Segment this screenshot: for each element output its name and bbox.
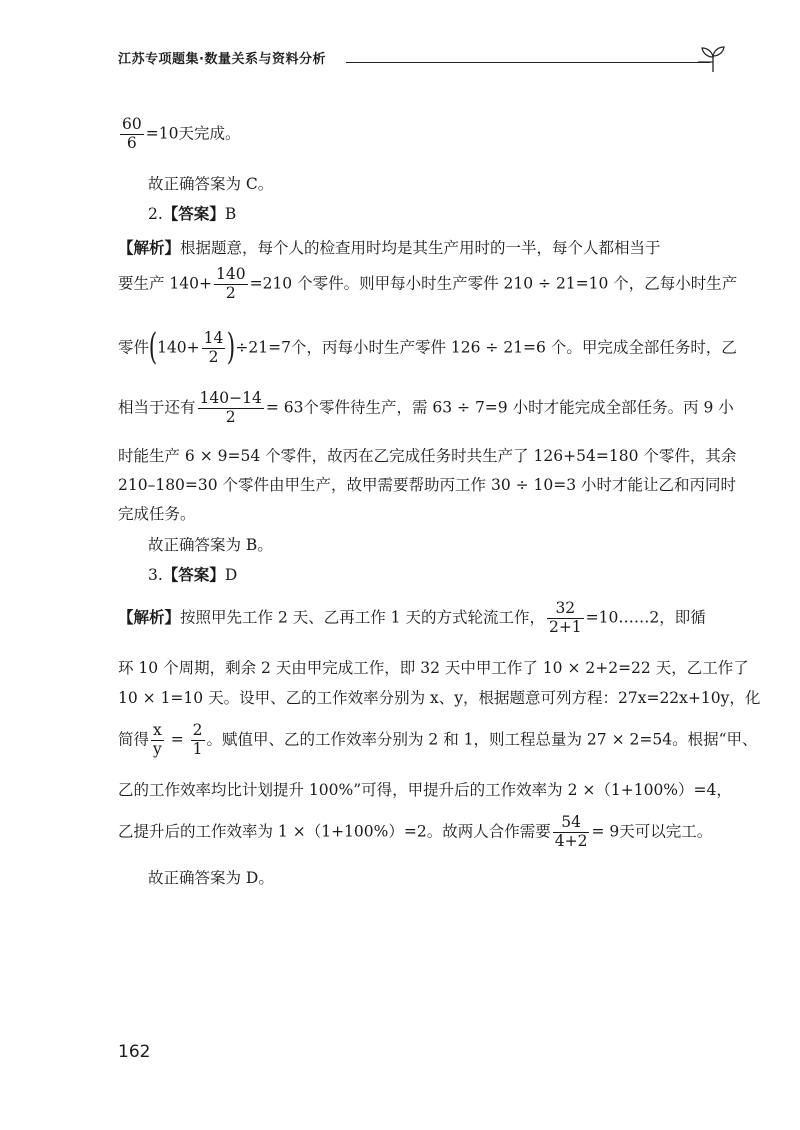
fraction: $\frac{54}{4+2}$ [554,813,588,850]
header-rule [346,62,710,63]
answer-3: 3.【答案】D [148,565,238,584]
analysis-3-line-5: 乙的工作效率均比计划提升 100%”可得，甲提升后的工作效率为 2 ×（1+100%）=4， [118,781,732,799]
analysis-3-line-2: 环 10 个周期，剩余 2 天由甲完成工作，即 32 天中甲工作了 10 × 2+2=22 天，乙工作了 [118,659,749,677]
running-header [118,44,728,74]
header-title: 江苏专项题集·数量关系与资料分析 [118,52,326,67]
analysis-2-line-6: 210–180=30 个零件由甲生产，故甲需要帮助丙工作 30 ÷ 10=3 小时才能让乙和丙同时 [118,476,737,494]
fraction: $\frac{x}{y}$ [153,721,162,758]
conclusion-3: 故正确答案为 D。 [148,869,274,887]
fraction: $\frac{140}{2}$ [216,265,246,302]
analysis-2-line-1: 【解析】根据题意，每个人的检查用时均是其生产用时的一半，每个人都相当于 [118,238,661,257]
conclusion-2: 故正确答案为 B。 [148,536,273,554]
line-1: $\frac{60}{6}$ =10天完成。 [122,115,241,152]
sprout-icon [698,44,728,74]
analysis-2-line-3: 零件(140+ $\frac{14}{2}$ )÷21=7个，丙每小时生产零件 126 ÷ 21=6 个。甲完成全部任务时，乙 [118,327,737,369]
analysis-3-line-1: 【解析】按照甲先工作 2 天、乙再工作 1 天的方式轮流工作， $\frac{32}{2+1}$ =10……2，即循 [118,599,706,636]
fraction: $\frac{60}{6}$ [122,115,142,152]
fraction: $\frac{140-14}{2}$ [199,389,262,426]
analysis-3-line-6: 乙提升后的工作效率为 1 ×（1+100%）=2。故两人合作需要 $\frac{54}{4+2}$ = 9天可以完工。 [118,813,713,850]
analysis-2-line-5: 时能生产 6 × 9=54 个零件，故丙在乙完成任务时共生产了 126+54=180 个零件，其余 [118,447,737,465]
fraction: $\frac{2}{1}$ [192,721,203,758]
page-number: 162 [118,1042,151,1062]
analysis-2-line-4: 相当于还有 $\frac{140-14}{2}$ = 63个零件待生产，需 63 ÷ 7=9 小时才能完成全部任务。丙 9 小 [118,389,734,426]
fraction: $\frac{14}{2}$ [203,329,224,366]
analysis-3-line-4: 简得 $\frac{x}{y}$ = $\frac{2}{1}$ 。赋值甲、乙的工作效率分别为 2 和 1，则工程总量为 27 × 2=54。根据“甲、 [118,721,758,758]
analysis-3-line-3: 10 × 1=10 天。设甲、乙的工作效率分别为 x、y，根据题意可列方程：27x=22x+10y，化 [118,689,761,707]
fraction: $\frac{32}{2+1}$ [548,599,582,636]
analysis-2-line-2: 要生产 140+ $\frac{140}{2}$ =210 个零件。则甲每小时生产零件 210 ÷ 21=10 个，乙每小时生产 [118,265,738,302]
conclusion-1: 故正确答案为 C。 [148,175,274,193]
answer-2: 2.【答案】B [148,204,237,223]
analysis-2-line-7: 完成任务。 [118,505,196,523]
